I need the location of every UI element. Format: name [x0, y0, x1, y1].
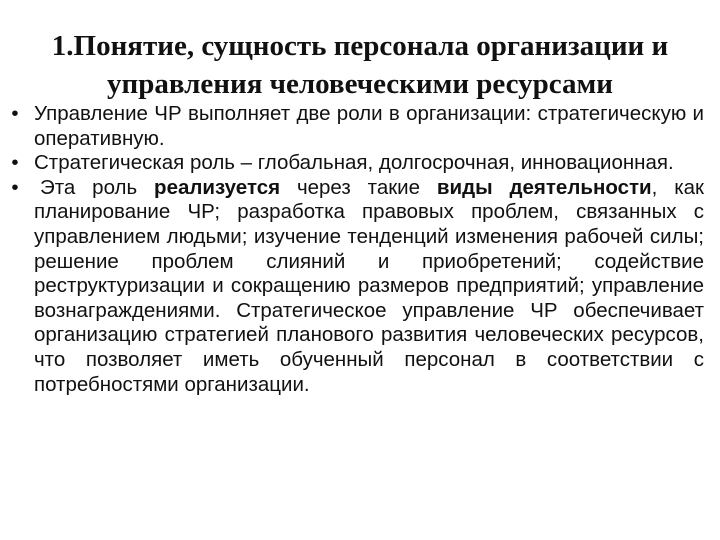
- activities-text-part-3: , как планирование ЧР; разработка правовых проблем, связанных с управлением людьми; изучение тенденций изменения рабочей силы; решение проблем слияний и приобретений; содействие реструктуризации и сокращению размеров предприятий; управление вознаграждениями. Стратегическое управление ЧР обеспечивает организацию стратегией планового развития человеческих ресурсов, что позволяет иметь обученный персонал в соответствии с потребностями организации.: [34, 175, 704, 396]
- bullet-icon: •: [11, 151, 19, 175]
- bullet-text-strategic-role: Стратегическая роль – глобальная, долгосрочная, инновационная.: [34, 151, 674, 175]
- slide-title-line-1: 1.Понятие, сущность персонала организации и: [51, 30, 669, 63]
- bullet-icon: •: [11, 102, 19, 125]
- bullet-text-activities: [34, 176, 704, 397]
- bullet-item-activities: [0, 176, 720, 397]
- activities-bold-term-2: виды деятельности: [436, 175, 652, 199]
- bullet-text-roles: Управление ЧР выполняет две роли в организации: стратегическую и оперативную.: [34, 102, 704, 150]
- slide-title: [20, 27, 700, 103]
- bullet-icon: •: [11, 175, 19, 199]
- bullet-list: [0, 102, 720, 397]
- bullet-item-strategic-role: [0, 151, 720, 176]
- activities-bold-term-1: реализуется: [154, 175, 281, 199]
- activities-text-part-1: Эта роль: [40, 175, 155, 199]
- activities-text-part-2: через такие: [280, 175, 437, 199]
- bullet-item-roles: [0, 102, 720, 151]
- slide-title-line-2: управления человеческими ресурсами: [107, 68, 613, 101]
